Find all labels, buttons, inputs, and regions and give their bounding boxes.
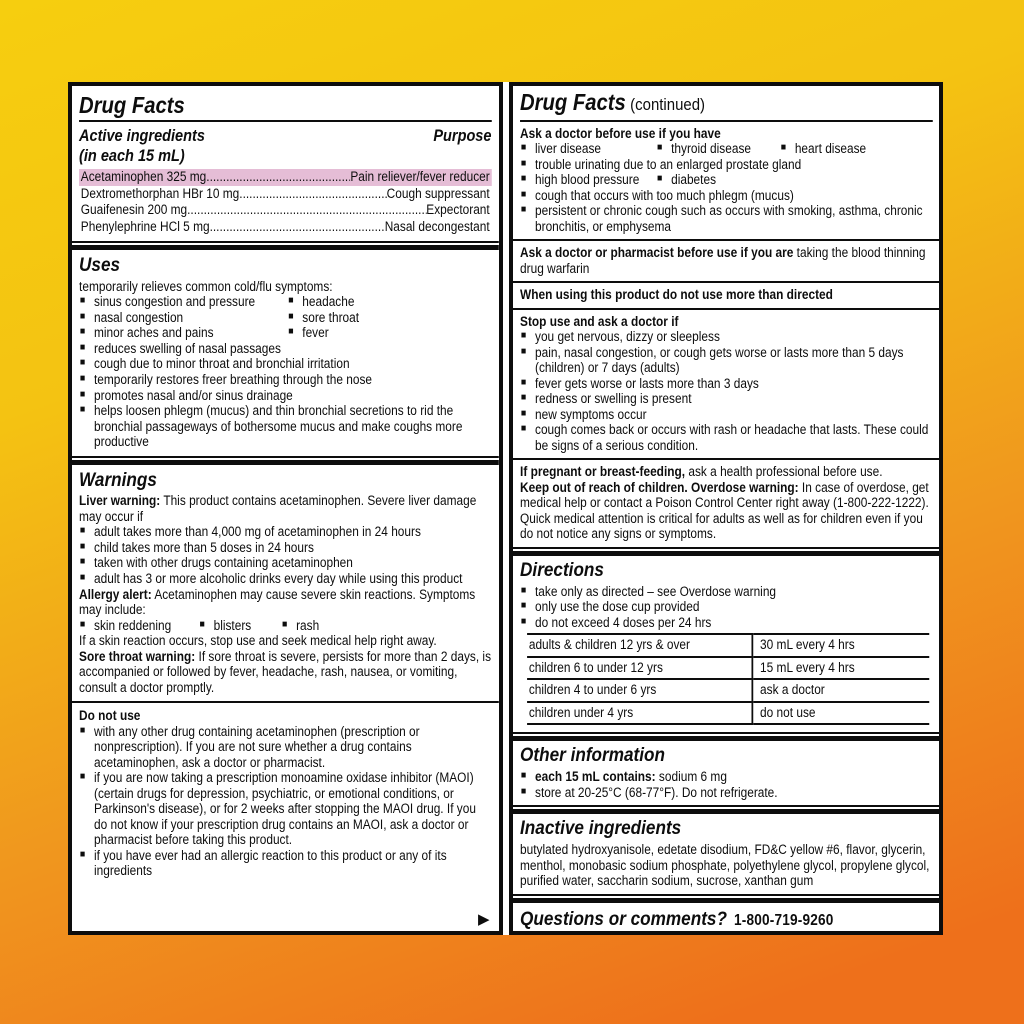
- do-not-use-section: [72, 703, 499, 885]
- bullet-item: ■ promotes nasal and/or sinus drainage: [79, 388, 491, 404]
- overdose-warning: Keep out of reach of children. Overdose warning: In case of overdose, get medical help or contact a Poison Control Center right away (1-800-222-1222). Quick medical attention is critical for adults as well as for children even if you do not notice any signs or symptoms.: [519, 479, 929, 542]
- bullet-item: ■ nasal congestion: [79, 310, 287, 326]
- bullet-item: ■ reduces swelling of nasal passages: [79, 341, 491, 357]
- drug-facts-title: Drug Facts: [79, 92, 185, 118]
- when-using-heading: When using this product do not use more than directed: [519, 287, 833, 303]
- bullet-item: ■ taken with other drugs containing acetaminophen: [79, 555, 491, 571]
- bullet-item: ■ skin reddening: [79, 618, 199, 634]
- questions-heading: Questions or comments?: [519, 907, 727, 930]
- uses-heading: Uses: [79, 254, 121, 277]
- bullet-item: ■ thyroid disease: [656, 141, 780, 157]
- bullet-item: ■ adult takes more than 4,000 mg of acetaminophen in 24 hours: [79, 524, 491, 540]
- other-information-section: [513, 741, 940, 805]
- allergy-alert: Allergy alert: Acetaminophen may cause severe skin reactions. Symptoms may include:: [79, 586, 476, 618]
- allergy-alert-label: Allergy alert:: [79, 586, 152, 602]
- purpose-label: Purpose: [433, 127, 492, 146]
- bullet-item: ■ pain, nasal congestion, or cough gets worse or lasts more than 5 days (children) or 7 days (adults): [520, 345, 932, 376]
- bullet-item: ■ sinus congestion and pressure: [79, 294, 287, 310]
- active-ingredients-unit: (in each 15 mL): [79, 146, 185, 165]
- bullet-item: ■ child takes more than 5 doses in 24 hours: [79, 540, 491, 556]
- bullet-item: ■ store at 20-25°C (68-77°F). Do not refrigerate.: [520, 785, 932, 801]
- warnings-heading: Warnings: [79, 468, 157, 491]
- active-ingredients-section: [72, 122, 499, 241]
- divider-heavy: [513, 894, 940, 903]
- divider-heavy: [513, 805, 940, 814]
- ingredient-purpose: Pain reliever/fever reducer: [350, 169, 490, 185]
- ask-pharmacist-section: Ask a doctor or pharmacist before use if you are taking the blood thinning drug warfarin: [519, 245, 925, 276]
- bullet-item: ■ persistent or chronic cough such as occurs with smoking, asthma, chronic bronchitis, or emphysema: [520, 203, 932, 234]
- bullet-item: ■ take only as directed – see Overdose warning: [520, 584, 932, 600]
- bullet-item: ■ high blood pressure: [520, 172, 656, 188]
- divider-heavy: [513, 547, 940, 556]
- dot-leader: [239, 186, 386, 203]
- drug-facts-continued-header: [513, 86, 940, 120]
- ingredient-purpose: Expectorant: [426, 202, 490, 218]
- continue-arrow-icon: ▶: [477, 911, 490, 928]
- bullet-item: ■ sore throat: [287, 310, 491, 326]
- inactive-ingredients-heading: Inactive ingredients: [519, 817, 681, 840]
- bullet-item: ■ cough that occurs with too much phlegm (mucus): [520, 188, 932, 204]
- inactive-ingredients-section: [513, 814, 940, 893]
- bullet-item: ■ fever: [287, 325, 491, 341]
- bullet-item: ■ liver disease: [520, 141, 656, 157]
- sore-throat-warning-label: Sore throat warning:: [79, 648, 196, 664]
- left-panel: [68, 82, 503, 935]
- ingredient-row-guaifenesin: [79, 202, 491, 219]
- bullet-item: ■ trouble urinating due to an enlarged prostate gland: [520, 157, 932, 173]
- pregnancy-note: If pregnant or breast-feeding, ask a health professional before use.: [519, 464, 883, 480]
- drug-facts-title: Drug Facts: [519, 89, 626, 115]
- uses-section: [72, 250, 499, 456]
- drug-facts-header: [72, 86, 499, 120]
- dot-leader: [210, 219, 385, 236]
- bullet-item: ■ adult has 3 or more alcoholic drinks every day while using this product: [79, 571, 491, 587]
- bullet-item: ■ each 15 mL contains: sodium 6 mg: [520, 769, 932, 785]
- bullet-item: ■ blisters: [199, 618, 281, 634]
- dose-table-row: [527, 634, 929, 657]
- dose-table-row: [527, 657, 929, 680]
- ingredient-name: Phenylephrine HCl 5 mg: [80, 218, 210, 234]
- dose-group: children under 4 yrs: [527, 702, 752, 725]
- dose-amount: 30 mL every 4 hrs: [752, 634, 929, 657]
- dot-leader: [206, 169, 350, 186]
- when-using-section: [513, 283, 940, 308]
- questions-phone-number: 1-800-719-9260: [733, 911, 834, 929]
- dosage-table: [527, 633, 929, 725]
- active-ingredients-heading: Active ingredients: [79, 127, 205, 146]
- other-information-heading: Other information: [519, 744, 665, 767]
- right-panel: [509, 82, 944, 935]
- bullet-item: ■ minor aches and pains: [79, 325, 287, 341]
- divider-heavy: [72, 456, 499, 465]
- continued-label: (continued): [629, 95, 705, 114]
- directions-heading: Directions: [519, 558, 604, 581]
- bullet-item: ■ headache: [287, 294, 491, 310]
- ingredient-name: Acetaminophen 325 mg: [80, 169, 207, 185]
- bullet-item: ■ fever gets worse or lasts more than 3 days: [520, 376, 932, 392]
- bullet-item: ■ redness or swelling is present: [520, 391, 932, 407]
- ingredient-row-phenylephrine: [79, 219, 491, 236]
- divider-heavy: [513, 732, 940, 741]
- sore-throat-warning: Sore throat warning: If sore throat is severe, persists for more than 2 days, is accompanied or followed by fever, headache, rash, nausea, or vomiting, consult a doctor promptly.: [79, 648, 492, 695]
- ask-doctor-heading: Ask a doctor before use if you have: [519, 125, 721, 141]
- liver-warning: Liver warning: This product contains acetaminophen. Severe liver damage may occur if: [79, 493, 477, 524]
- pregnancy-section: [513, 460, 940, 547]
- dose-amount: ask a doctor: [752, 679, 929, 702]
- bullet-item: ■ new symptoms occur: [520, 407, 932, 423]
- dose-table-row: [527, 702, 929, 725]
- bullet-item: ■ heart disease: [779, 141, 932, 157]
- ingredient-row-acetaminophen: [79, 169, 491, 186]
- dot-leader: [187, 202, 426, 219]
- ingredient-name: Guaifenesin 200 mg: [80, 202, 188, 218]
- skin-reaction-note: If a skin reaction occurs, stop use and seek medical help right away.: [79, 633, 437, 649]
- warnings-section: [72, 465, 499, 702]
- ingredient-purpose: Cough suppressant: [386, 185, 490, 201]
- dose-group: adults & children 12 yrs & over: [527, 634, 752, 657]
- bullet-item: ■ rash: [281, 618, 491, 634]
- bullet-item: ■ with any other drug containing acetaminophen (prescription or nonprescription). If you are not sure whether a drug contains acetaminophen, ask a doctor or pharmacist.: [79, 724, 491, 771]
- bullet-item: ■ only use the dose cup provided: [520, 599, 932, 615]
- ingredient-name: Dextromethorphan HBr 10 mg: [80, 185, 240, 201]
- bullet-item: ■ do not exceed 4 doses per 24 hrs: [520, 615, 932, 631]
- bullet-item: ■ temporarily restores freer breathing through the nose: [79, 372, 491, 388]
- directions-section: [513, 556, 940, 732]
- bullet-item: ■ if you have ever had an allergic reaction to this product or any of its ingredients: [79, 848, 491, 879]
- inactive-ingredients-list: butylated hydroxyanisole, edetate disodium, FD&C yellow #6, flavor, glycerin, menthol, monobasic sodium phosphate, polyethylene glycol, propylene glycol, purified water, saccharin sodium, sucrose, xanthan gum: [519, 842, 929, 889]
- ingredient-row-dextromethorphan: [79, 186, 491, 203]
- dose-group: children 4 to under 6 yrs: [527, 679, 752, 702]
- ingredient-purpose: Nasal decongestant: [384, 218, 490, 234]
- bullet-item: ■ helps loosen phlegm (mucus) and thin bronchial secretions to rid the bronchial passageways of bothersome mucus and make coughs more productive: [79, 403, 491, 450]
- ask-pharmacist-heading: Ask a doctor or pharmacist before use if you are: [519, 245, 793, 261]
- divider-heavy: [72, 241, 499, 250]
- bullet-item: ■ if you are now taking a prescription monoamine oxidase inhibitor (MAOI) (certain drugs for depression, psychiatric, or emotional conditions, or Parkinson's disease), or for 2 weeks after stopping the MAOI drug. If you do not know if your prescription drug contains an MAOI, ask a doctor or pharmacist before taking this product.: [79, 770, 491, 848]
- stop-use-heading: Stop use and ask a doctor if: [519, 313, 678, 329]
- bullet-item: ■ cough due to minor throat and bronchial irritation: [79, 356, 491, 372]
- questions-section: [513, 903, 940, 935]
- dose-amount: do not use: [752, 702, 929, 725]
- dose-group: children 6 to under 12 yrs: [527, 657, 752, 680]
- dose-table-row: [527, 679, 929, 702]
- drug-facts-label: [68, 82, 943, 935]
- bullet-item: ■ diabetes: [656, 172, 932, 188]
- ask-doctor-section: [513, 122, 940, 240]
- dose-amount: 15 mL every 4 hrs: [752, 657, 929, 680]
- uses-intro: temporarily relieves common cold/flu symptoms:: [79, 278, 333, 294]
- bullet-item: ■ you get nervous, dizzy or sleepless: [520, 329, 932, 345]
- stop-use-section: [513, 310, 940, 459]
- liver-warning-label: Liver warning:: [79, 493, 161, 509]
- bullet-item: ■ cough comes back or occurs with rash or headache that lasts. These could be signs of a serious condition.: [520, 422, 932, 453]
- do-not-use-heading: Do not use: [79, 708, 141, 724]
